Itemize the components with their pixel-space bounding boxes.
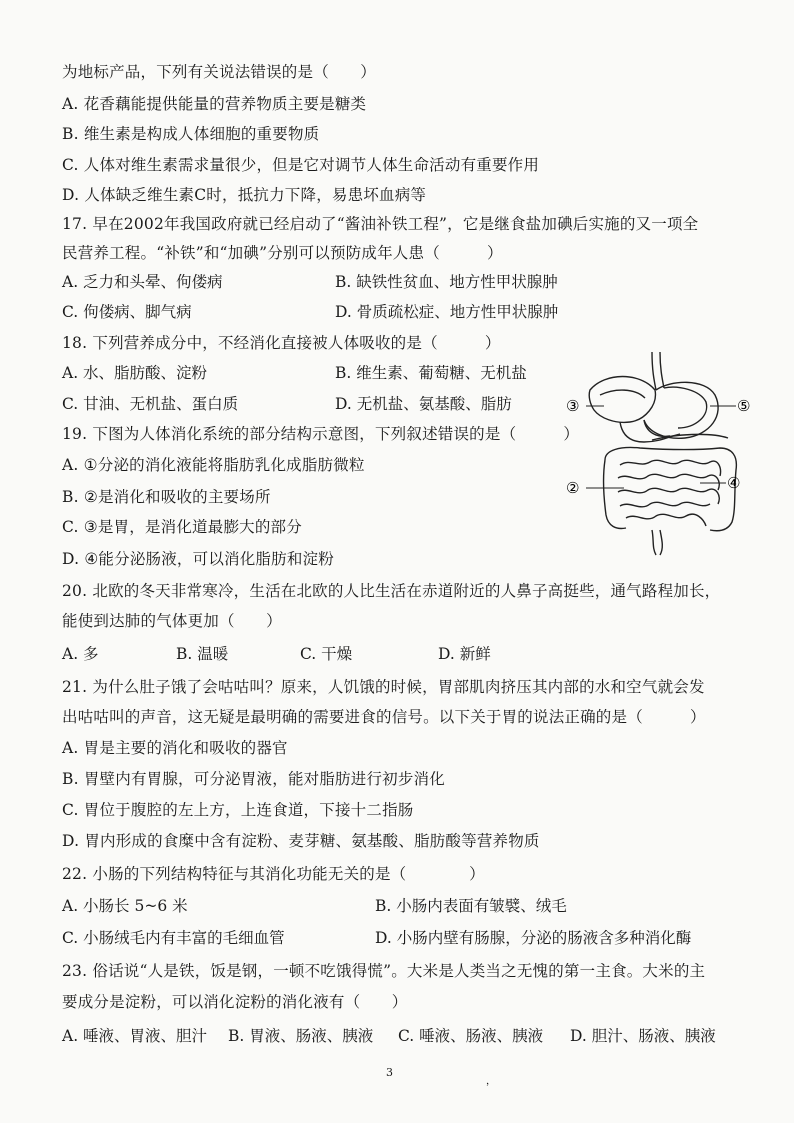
q22-option-d: D. 小肠内壁有肠腺，分泌的肠液含多种消化酶 [375,929,692,947]
q16-option-c: C. 人体对维生素需求量很少，但是它对调节人体生命活动有重要作用 [62,156,540,174]
q22-option-c: C. 小肠绒毛内有丰富的毛细血管 [62,929,285,947]
q23-stem-line1: 23. 俗话说“人是铁，饭是钢，一顿不吃饿得慌”。大米是人类当之无愧的第一主食。大米的主 [62,962,706,980]
q19-option-c: C. ③是胃，是消化道最膨大的部分 [62,518,302,536]
label-3: ③ [566,397,580,415]
q21-stem-line1: 21. 为什么肚子饿了会咕咕叫？原来，人饥饿的时候，胃部肌肉挤压其内部的水和空气就会发 [62,678,705,696]
q17-stem-line2: 民营养工程。“补铁”和“加碘”分别可以预防成年人患（ ） [62,244,503,262]
stray-mark: ， [486,1076,496,1087]
q23-option-a: A. 唾液、胃液、胆汁 [62,1027,208,1045]
digestive-system-diagram [560,350,760,560]
q21-stem-line2: 出咕咕叫的声音，这无疑是最明确的需要进食的信号。以下关于胃的说法正确的是（ ） [62,708,706,726]
q17-option-d: D. 骨质疏松症、地方性甲状腺肿 [335,303,559,321]
q18-stem: 18. 下列营养成分中，不经消化直接被人体吸收的是（ ） [62,334,501,352]
q23-stem-line2: 要成分是淀粉，可以消化淀粉的消化液有（ ） [62,993,408,1011]
q17-option-b: B. 缺铁性贫血、地方性甲状腺肿 [335,273,558,291]
q18-option-b: B. 维生素、葡萄糖、无机盐 [335,364,527,382]
q19-option-d: D. ④能分泌肠液，可以消化脂肪和淀粉 [62,550,334,568]
q16-option-a: A. 花香藕能提供能量的营养物质主要是糖类 [62,95,367,113]
q23-option-d: D. 胆汁、肠液、胰液 [570,1027,716,1045]
q21-option-d: D. 胃内形成的食糜中含有淀粉、麦芽糖、氨基酸、脂肪酸等营养物质 [62,832,540,850]
q18-option-d: D. 无机盐、氨基酸、脂肪 [335,395,512,413]
q23-option-c: C. 唾液、肠液、胰液 [398,1027,544,1045]
q20-option-a: A. 多 [62,645,99,663]
page-number: 3 [386,1066,393,1079]
q16-option-b: B. 维生素是构成人体细胞的重要物质 [62,125,320,143]
q21-option-a: A. 胃是主要的消化和吸收的器官 [62,739,288,757]
label-2: ② [566,479,580,497]
q22-option-a: A. 小肠长 5~6 米 [62,897,188,915]
label-5: ⑤ [737,397,751,415]
q20-option-c: C. 干燥 [300,645,353,663]
q21-option-c: C. 胃位于腹腔的左上方，上连食道，下接十二指肠 [62,801,414,819]
q19-option-b: B. ②是消化和吸收的主要场所 [62,488,271,506]
q20-stem-line2: 能使到达肺的气体更加（ ） [62,612,282,630]
q20-option-b: B. 温暖 [176,645,229,663]
q22-option-b: B. 小肠内表面有皱襞、绒毛 [375,897,567,915]
q19-option-a: A. ①分泌的消化液能将脂肪乳化成脂肪微粒 [62,456,365,474]
q23-option-b: B. 胃液、肠液、胰液 [228,1027,374,1045]
q17-option-c: C. 佝偻病、脚气病 [62,303,192,321]
q20-option-d: D. 新鲜 [438,645,491,663]
q18-option-c: C. 甘油、无机盐、蛋白质 [62,395,239,413]
q18-option-a: A. 水、脂肪酸、淀粉 [62,364,208,382]
q21-option-b: B. 胃壁内有胃腺，可分泌胃液，能对脂肪进行初步消化 [62,770,445,788]
q19-stem: 19. 下图为人体消化系统的部分结构示意图，下列叙述错误的是（ ） [62,425,580,443]
q16-option-d: D. 人体缺乏维生素C时，抵抗力下降，易患坏血病等 [62,186,427,204]
q16-stem: 为地标产品，下列有关说法错误的是（ ） [62,63,377,81]
q22-stem: 22. 小肠的下列结构特征与其消化功能无关的是（ ） [62,865,485,883]
q17-stem-line1: 17. 早在2002年我国政府就已经启动了“酱油补铁工程”，它是继食盐加碘后实施的又一项全 [62,215,699,233]
q17-option-a: A. 乏力和头晕、佝偻病 [62,273,223,291]
q20-stem-line1: 20. 北欧的冬天非常寒冷，生活在北欧的人比生活在赤道附近的人鼻子高挺些，通气路程加长， [62,582,721,600]
label-4: ④ [727,474,741,492]
